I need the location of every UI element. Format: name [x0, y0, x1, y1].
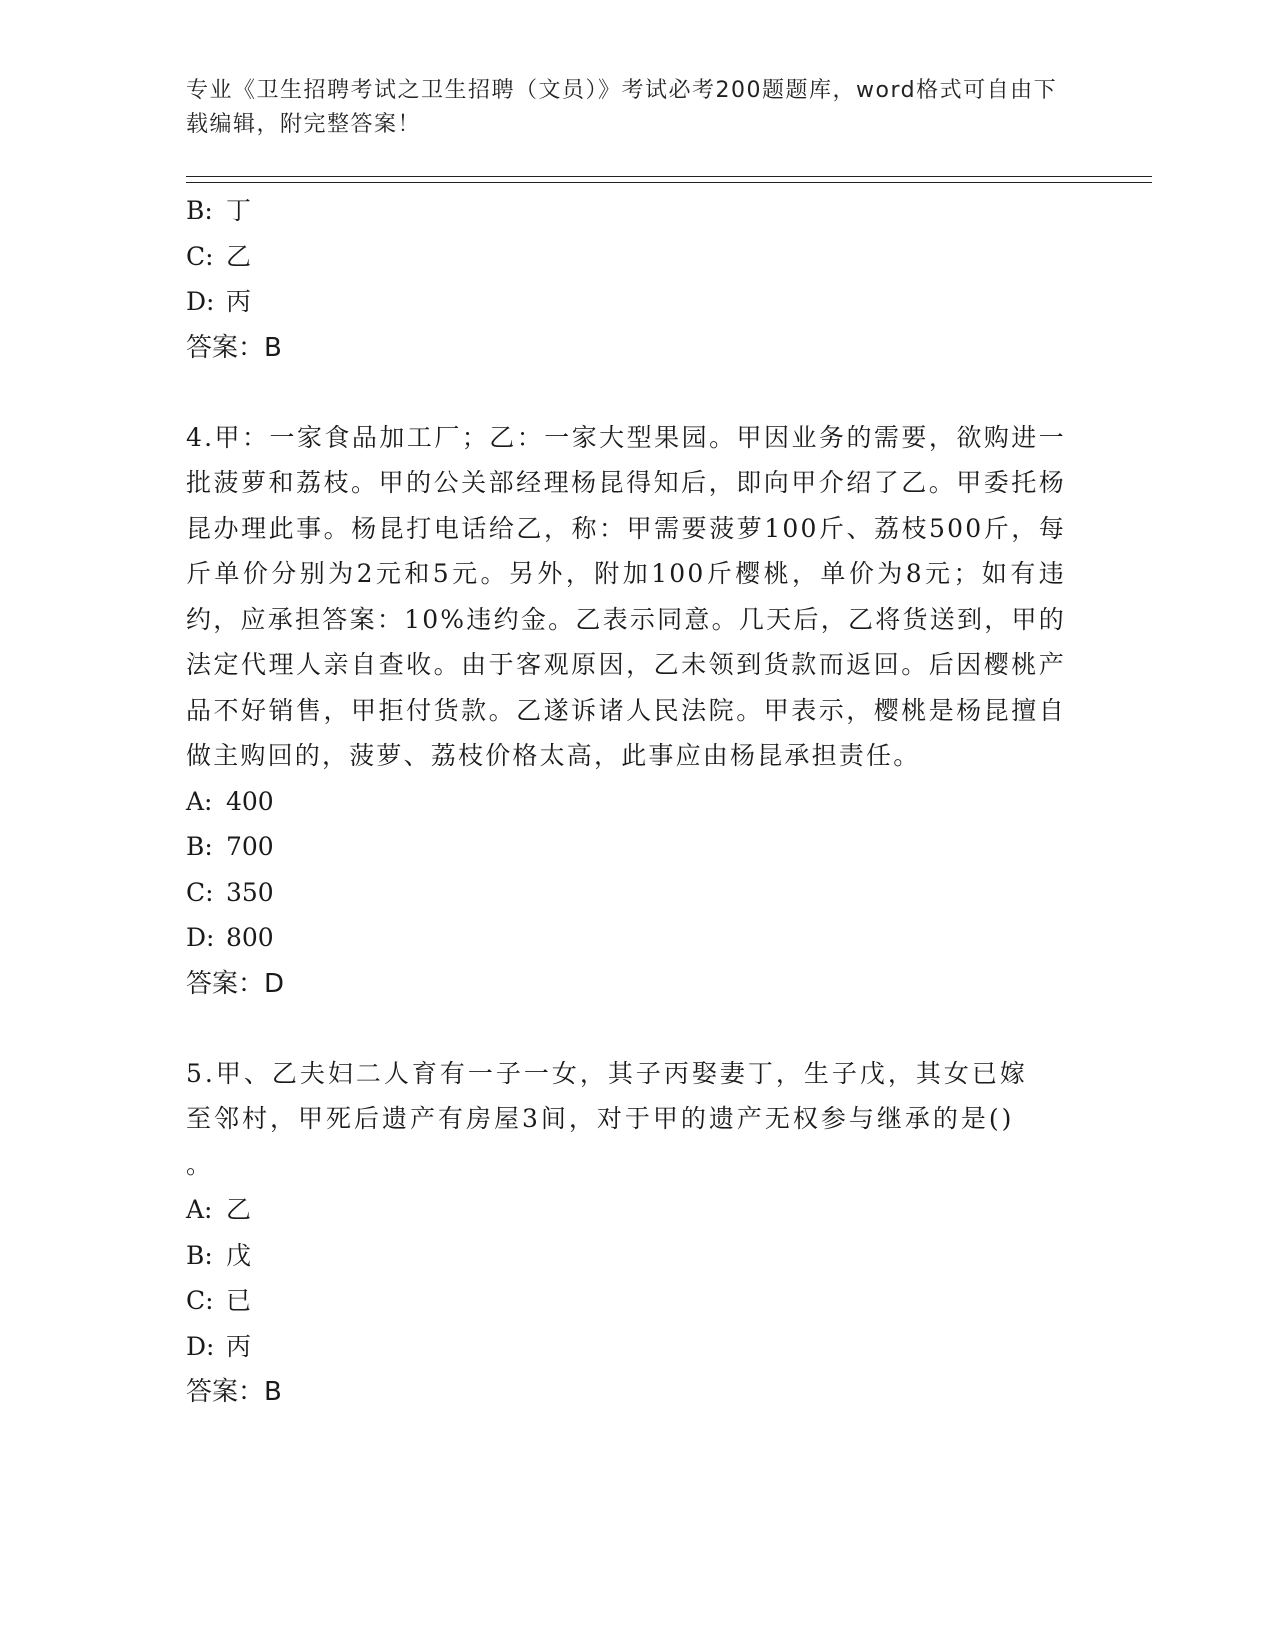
option-d [186, 1324, 1066, 1370]
question-5-stem [186, 1051, 1066, 1188]
question-4-stem: 4.甲：一家食品加工厂；乙：一家大型果园。甲因业务的需要，欲购进一批菠萝和荔枝。甲的公关部经理杨昆得知后，即向甲介绍了乙。甲委托杨昆办理此事。杨昆打电话给乙，称：甲需要菠萝100斤、荔枝500斤，每斤单价分别为2元和5元。另外，附加100斤樱桃，单价为8元；如有违约，应承担答案：10%违约金。乙表示同意。几天后，乙将货送到，甲的法定代理人亲自查收。由于客观原因，乙未领到货款而返回。后因樱桃产品不好销售，甲拒付货款。乙遂诉诸人民法院。甲表示，樱桃是杨昆擅自做主购回的，菠萝、荔枝价格太高，此事应由杨昆承担责任。 [186, 422, 1066, 770]
option-letter: C: [186, 877, 214, 907]
option-text: 350 [226, 877, 274, 907]
spacer [186, 371, 1066, 415]
answer-line: 答案：D [186, 968, 285, 999]
option-text: 戊 [226, 1240, 252, 1270]
option-b [186, 188, 1066, 234]
option-text: 已 [226, 1286, 252, 1315]
option-letter: C: [186, 1286, 214, 1315]
stem-line: 至邻村，甲死后遗产有房屋3间，对于甲的遗产无权参与继承的是() [186, 1104, 1015, 1133]
stem-line: 。 [186, 1149, 215, 1179]
option-d [186, 915, 1066, 961]
option-text: 700 [226, 832, 274, 861]
option-text: 丁 [226, 196, 252, 225]
option-letter: B: [186, 832, 213, 861]
header-divider-bottom [186, 182, 1152, 183]
option-b [186, 1233, 1066, 1279]
option-letter: A: [186, 786, 213, 816]
option-letter: A: [186, 1195, 213, 1224]
option-letter: D: [186, 923, 215, 952]
spacer [186, 1007, 1066, 1051]
option-text: 丙 [226, 287, 252, 316]
answer-line: 答案：B [186, 332, 282, 363]
option-b [186, 824, 1066, 870]
option-text: 400 [226, 786, 274, 816]
option-letter: B: [186, 196, 213, 225]
answer-line: 答案：B [186, 1377, 282, 1407]
option-c [186, 870, 1066, 916]
stem-line: 5.甲、乙夫妇二人育有一子一女，其子丙娶妻丁，生子戊，其女已嫁 [186, 1058, 1028, 1088]
option-text: 乙 [226, 1195, 252, 1224]
option-text: 乙 [226, 241, 252, 271]
option-c [186, 234, 1066, 280]
option-a [186, 1187, 1066, 1233]
option-d [186, 279, 1066, 325]
option-letter: C: [186, 241, 214, 271]
option-text: 丙 [226, 1331, 252, 1361]
option-letter: B: [186, 1240, 213, 1270]
option-letter: D: [186, 287, 215, 316]
option-text: 800 [226, 923, 274, 952]
question-content [186, 188, 1066, 1415]
option-letter: D: [186, 1331, 215, 1361]
option-a [186, 779, 1066, 825]
page-header-title: 专业《卫生招聘考试之卫生招聘（文员）》考试必考200题题库，word格式可自由下载编辑，附完整答案！ [186, 78, 1058, 137]
header-divider-top [186, 176, 1152, 177]
option-c [186, 1278, 1066, 1324]
